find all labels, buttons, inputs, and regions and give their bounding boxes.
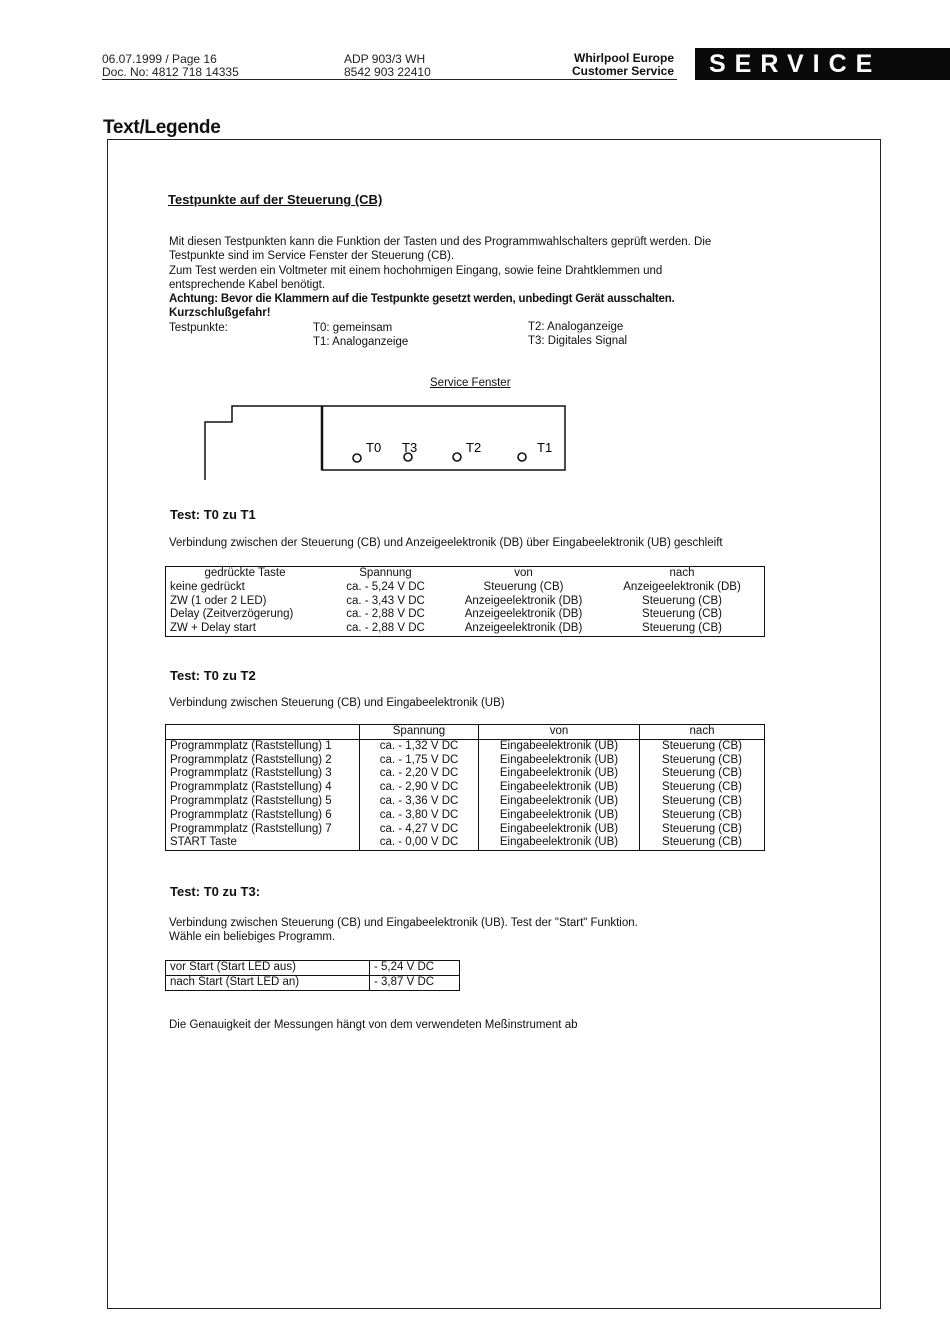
table-row (166, 823, 765, 837)
service-window-frame (322, 406, 565, 470)
test2-title: Test: T0 zu T2 (170, 668, 256, 683)
table-header-cell: Spannung (359, 567, 412, 579)
table-header-row (166, 725, 765, 740)
brand-name: Whirlpool Europe (574, 51, 674, 65)
intro-line: entsprechende Kabel benötigt. (169, 278, 326, 291)
table-cell: Steuerung (CB) (640, 739, 765, 753)
table-header-cell: Spannung (360, 725, 479, 740)
table-cell: - 5,24 V DC (370, 961, 460, 976)
table-cell: Programmplatz (Raststellung) 3 (170, 767, 332, 780)
diagram-label-t1: T1 (537, 440, 553, 455)
intro-line: Testpunkte sind im Service Fenster der Steuerung (CB). (169, 250, 455, 263)
table-row (166, 595, 765, 609)
testpoint-t0: T0: gemeinsam (313, 322, 393, 334)
testpoint-t1-pin (518, 453, 526, 461)
table-header-cell: von (514, 567, 533, 579)
table-cell: ca. - 0,00 V DC (360, 836, 479, 850)
table-cell: ca. - 3,43 V DC (346, 594, 425, 607)
test3-description-line: Wähle ein beliebiges Programm. (169, 931, 336, 944)
table-cell: Programmplatz (Raststellung) 2 (170, 753, 332, 766)
testpoint-t3: T3: Digitales Signal (528, 335, 628, 347)
table-cell: Programmplatz (Raststellung) 5 (170, 794, 332, 807)
test3-description-line: Verbindung zwischen Steuerung (CB) und Eingabeelektronik (UB). Test der "Start" Funktion. (169, 917, 638, 929)
table-cell: ca. - 5,24 V DC (346, 580, 425, 593)
test1-table (165, 566, 765, 637)
footer-note: Die Genauigkeit der Messungen hängt von dem verwendeten Meßinstrument ab (169, 1019, 578, 1031)
table-cell: Steuerung (CB) (640, 809, 765, 823)
table-cell: ca. - 3,36 V DC (360, 795, 479, 809)
table-cell: Eingabeelektronik (UB) (479, 781, 640, 795)
table-cell: Steuerung (CB) (640, 823, 765, 837)
table-cell: Programmplatz (Raststellung) 4 (170, 781, 332, 794)
table-cell: Programmplatz (Raststellung) 7 (170, 822, 332, 835)
table-cell: ca. - 2,20 V DC (360, 767, 479, 781)
table-cell: Anzeigeelektronik (DB) (623, 580, 741, 593)
table-cell: ZW + Delay start (170, 622, 256, 635)
table-header-cell: gedrückte Taste (204, 567, 286, 579)
service-window-label: Service Fenster (430, 377, 511, 389)
table-cell: ZW (1 oder 2 LED) (170, 594, 267, 607)
table-row (166, 608, 765, 622)
table-cell: Steuerung (CB) (642, 622, 722, 635)
table-row (166, 836, 765, 850)
board-outline (205, 406, 322, 480)
warning-line: Achtung: Bevor die Klammern auf die Testpunkte gesetzt werden, unbedingt Gerät ausschalten. (169, 293, 675, 306)
table-cell: Anzeigeelektronik (DB) (464, 594, 583, 607)
test3-table (165, 960, 460, 991)
table-row (166, 781, 765, 795)
table-cell: Eingabeelektronik (UB) (479, 795, 640, 809)
table-cell: - 3,87 V DC (370, 975, 460, 990)
table-cell: Steuerung (CB) (640, 754, 765, 768)
table-cell: Steuerung (CB) (640, 795, 765, 809)
test1-title: Test: T0 zu T1 (170, 507, 256, 522)
intro-line: Zum Test werden ein Voltmeter mit einem hochohmigen Eingang, sowie feine Drahtklemmen und (169, 264, 663, 277)
table-cell: Programmplatz (Raststellung) 1 (170, 739, 332, 752)
table-cell: Eingabeelektronik (UB) (479, 754, 640, 768)
table-header-cell: nach (640, 725, 765, 740)
service-banner: SERVICE (695, 48, 950, 80)
testpoint-t0-pin (353, 454, 361, 462)
table-row (166, 754, 765, 768)
table-cell: Eingabeelektronik (UB) (479, 836, 640, 850)
table-cell: ca. - 4,27 V DC (360, 823, 479, 837)
testpoint-t1: T1: Analoganzeige (313, 336, 409, 348)
table-cell: ca. - 2,88 V DC (346, 608, 425, 621)
page-title: Text/Legende (103, 117, 221, 138)
testpoint-t2-pin (453, 453, 461, 461)
table-cell: keine gedrückt (170, 580, 245, 593)
table-row (166, 795, 765, 809)
table-cell: Eingabeelektronik (UB) (479, 809, 640, 823)
table-row (166, 975, 460, 990)
table-cell: Eingabeelektronik (UB) (479, 823, 640, 837)
table-cell: Anzeigeelektronik (DB) (464, 622, 583, 635)
table-cell: Steuerung (CB) (642, 608, 722, 621)
header-doc-number: Doc. No: 4812 718 14335 (102, 65, 239, 79)
table-cell: ca. - 2,90 V DC (360, 781, 479, 795)
table-cell: Delay (Zeitverzögerung) (170, 608, 294, 621)
table-row (166, 739, 765, 753)
test1-description: Verbindung zwischen der Steuerung (CB) und Anzeigeelektronik (DB) über Eingabeelektronik (UB) geschleift (169, 537, 723, 549)
table-cell: ca. - 2,88 V DC (346, 622, 425, 635)
header-rule (102, 79, 677, 80)
intro-paragraph (169, 235, 809, 321)
diagram-label-t3: T3 (402, 440, 418, 455)
table-cell: Eingabeelektronik (UB) (479, 739, 640, 753)
diagram-label-t0: T0 (366, 440, 382, 455)
table-cell: ca. - 1,75 V DC (360, 754, 479, 768)
warning-line: Kurzschlußgefahr! (169, 307, 271, 320)
test3-description (169, 916, 809, 945)
table-cell: Steuerung (CB) (642, 594, 722, 607)
table-cell: Steuerung (CB) (640, 767, 765, 781)
testpoint-t2: T2: Analoganzeige (528, 321, 624, 333)
intro-line: Mit diesen Testpunkten kann die Funktion der Tasten und des Programmwahlschalters geprüft werden. Die (169, 236, 712, 248)
table-row (166, 961, 460, 976)
test3-title: Test: T0 zu T3: (170, 884, 261, 899)
table-cell: Steuerung (CB) (640, 781, 765, 795)
table-cell: Eingabeelektronik (UB) (479, 767, 640, 781)
diagram-label-t2: T2 (466, 440, 482, 455)
table-row (166, 581, 765, 595)
header-model: ADP 903/3 WH (344, 52, 426, 66)
table-header-cell: nach (669, 567, 695, 579)
header-date-page: 06.07.1999 / Page 16 (102, 52, 217, 66)
table-cell: nach Start (Start LED an) (166, 975, 370, 990)
table-cell: Programmplatz (Raststellung) 6 (170, 808, 332, 821)
table-cell: Steuerung (CB) (640, 836, 765, 850)
table-cell: ca. - 1,32 V DC (360, 739, 479, 753)
test2-table (165, 724, 765, 851)
table-header-cell: von (479, 725, 640, 740)
test2-description: Verbindung zwischen Steuerung (CB) und Eingabeelektronik (UB) (169, 697, 505, 709)
section-title: Testpunkte auf der Steuerung (CB) (168, 192, 383, 207)
table-row (166, 809, 765, 823)
table-cell: START Taste (170, 836, 237, 849)
table-cell: Steuerung (CB) (483, 580, 564, 593)
table-cell: Anzeigeelektronik (DB) (464, 608, 583, 621)
table-header-row (166, 567, 765, 581)
testpoints-label: Testpunkte: (169, 322, 228, 334)
brand-department: Customer Service (571, 64, 674, 78)
service-window-diagram (200, 400, 580, 485)
table-cell: ca. - 3,80 V DC (360, 809, 479, 823)
table-row (166, 622, 765, 636)
table-header-cell (166, 725, 360, 740)
header-model-number: 8542 903 22410 (344, 65, 431, 79)
table-row (166, 767, 765, 781)
table-cell: vor Start (Start LED aus) (166, 961, 370, 976)
